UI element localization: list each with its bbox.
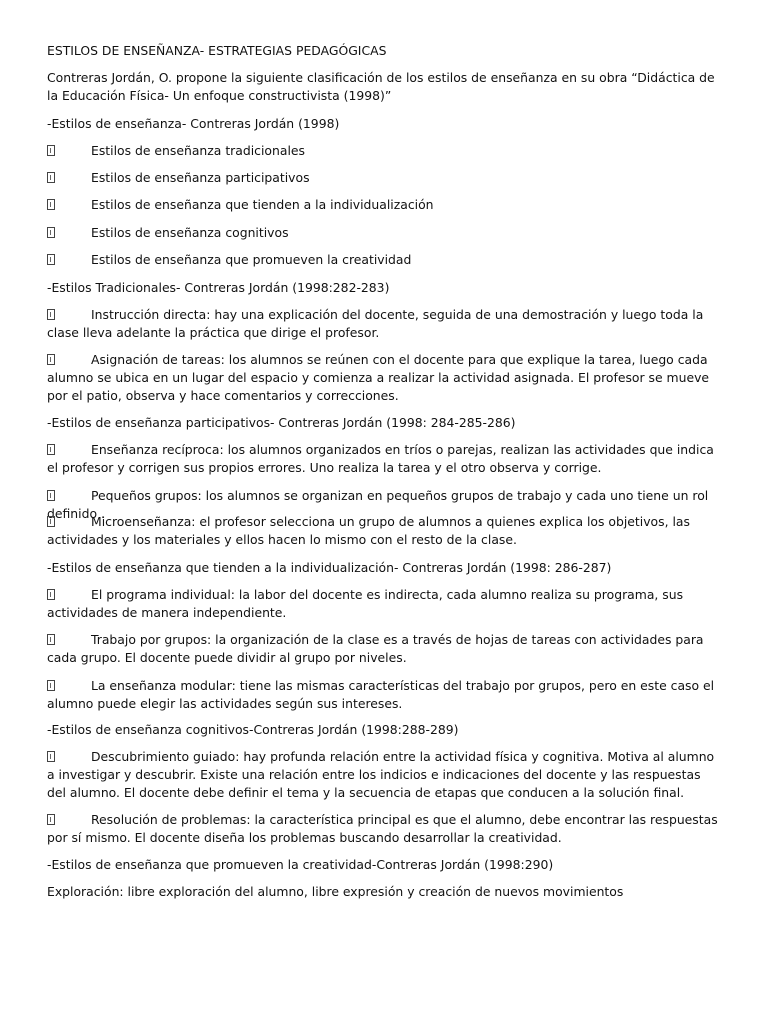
list-item-text: Descubrimiento guiado: hay profunda relación entre la actividad física y cognitiva. Motiva al alumno a investigar y descubrir. Existe una relación entre los indicios e indicaciones del docente y las respuestas del alumno. El docente debe definir el tema y la secuencia de etapas que conducen a la solución final. <box>47 749 715 800</box>
list-item <box>47 631 723 667</box>
list-item-text: Estilos de enseñanza participativos <box>91 170 310 185</box>
list-item-text: La enseñanza modular: tiene las mismas características del trabajo por grupos, pero en este caso el alumno puede elegir las actividades según sus intereses. <box>47 678 715 711</box>
missing-glyph-icon <box>47 354 55 365</box>
missing-glyph-icon <box>47 309 55 320</box>
section-heading: -Estilos de enseñanza que tienden a la individualización- Contreras Jordán (1998: 286-287) <box>47 560 612 575</box>
missing-glyph-icon <box>47 589 55 600</box>
missing-glyph-icon <box>47 444 55 455</box>
list-item <box>47 196 723 214</box>
list-item <box>47 306 723 342</box>
list-item-text: Trabajo por grupos: la organización de la clase es a través de hojas de tareas con actividades para cada grupo. El docente puede dividir al grupo por niveles. <box>47 632 704 665</box>
list-item-text: Instrucción directa: hay una explicación del docente, seguida de una demostración y luego toda la clase lleva adelante la práctica que dirige el profesor. <box>47 307 704 340</box>
list-item <box>47 677 723 713</box>
missing-glyph-icon <box>47 814 55 825</box>
list-item <box>47 748 723 802</box>
missing-glyph-icon <box>47 490 55 501</box>
list-item <box>47 224 723 242</box>
list-item-text: Estilos de enseñanza cognitivos <box>91 225 289 240</box>
section-heading: -Estilos de enseñanza participativos- Contreras Jordán (1998: 284-285-286) <box>47 415 516 430</box>
section-heading: -Estilos de enseñanza que promueven la creatividad-Contreras Jordán (1998:290) <box>47 857 554 872</box>
list-item-text: Estilos de enseñanza que promueven la creatividad <box>91 252 412 267</box>
list-item-text: Pequeños grupos: los alumnos se organizan en pequeños grupos de trabajo y cada uno tiene un rol definido . <box>47 488 709 521</box>
list-item-text: Estilos de enseñanza que tienden a la individualización <box>91 197 434 212</box>
list-item-text: El programa individual: la labor del docente es indirecta, cada alumno realiza su programa, sus actividades de manera independiente. <box>47 587 684 620</box>
closing-paragraph: Exploración: libre exploración del alumno, libre expresión y creación de nuevos movimientos <box>47 884 624 899</box>
list-item <box>47 586 723 622</box>
missing-glyph-icon <box>47 634 55 645</box>
missing-glyph-icon <box>47 751 55 762</box>
list-item-text: Microenseñanza: el profesor selecciona un grupo de alumnos a quienes explica los objetivos, las actividades y los materiales y ellos hacen lo mismo con el resto de la clase. <box>47 514 690 547</box>
missing-glyph-icon <box>47 254 55 265</box>
list-item-text: Estilos de enseñanza tradicionales <box>91 143 305 158</box>
missing-glyph-icon <box>47 199 55 210</box>
list-item <box>47 811 723 847</box>
list-item <box>47 142 723 160</box>
missing-glyph-icon <box>47 680 55 691</box>
list-item <box>47 169 723 187</box>
list-item <box>47 513 723 549</box>
intro-paragraph: Contreras Jordán, O. propone la siguiente clasificación de los estilos de enseñanza en su obra “Didáctica de la Educación Física- Un enfoque constructivista (1998)” <box>47 70 715 103</box>
missing-glyph-icon <box>47 227 55 238</box>
list-item <box>47 251 723 269</box>
missing-glyph-icon <box>47 516 55 527</box>
list-item-text: Enseñanza recíproca: los alumnos organizados en tríos o parejas, realizan las actividades que indica el profesor y corrigen sus propios errores. Uno realiza la tarea y el otro observa y corrige. <box>47 442 714 475</box>
list-item <box>47 351 723 405</box>
section-heading: -Estilos de enseñanza- Contreras Jordán (1998) <box>47 116 340 131</box>
list-item-text: Resolución de problemas: la característica principal es que el alumno, debe encontrar las respuestas por sí mismo. El docente diseña los problemas buscando desarrollar la creatividad. <box>47 812 718 845</box>
document-title: ESTILOS DE ENSEÑANZA- ESTRATEGIAS PEDAGÓGICAS <box>47 43 387 58</box>
missing-glyph-icon <box>47 145 55 156</box>
section-heading: -Estilos de enseñanza cognitivos-Contreras Jordán (1998:288-289) <box>47 722 459 737</box>
list-item <box>47 441 723 477</box>
list-item-text: Asignación de tareas: los alumnos se reúnen con el docente para que explique la tarea, luego cada alumno se ubica en un lugar del espacio y comienza a realizar la actividad asignada. El profesor se mueve por el patio, observa y hace comentarios y correcciones. <box>47 352 710 403</box>
section-heading: -Estilos Tradicionales- Contreras Jordán (1998:282-283) <box>47 280 390 295</box>
missing-glyph-icon <box>47 172 55 183</box>
